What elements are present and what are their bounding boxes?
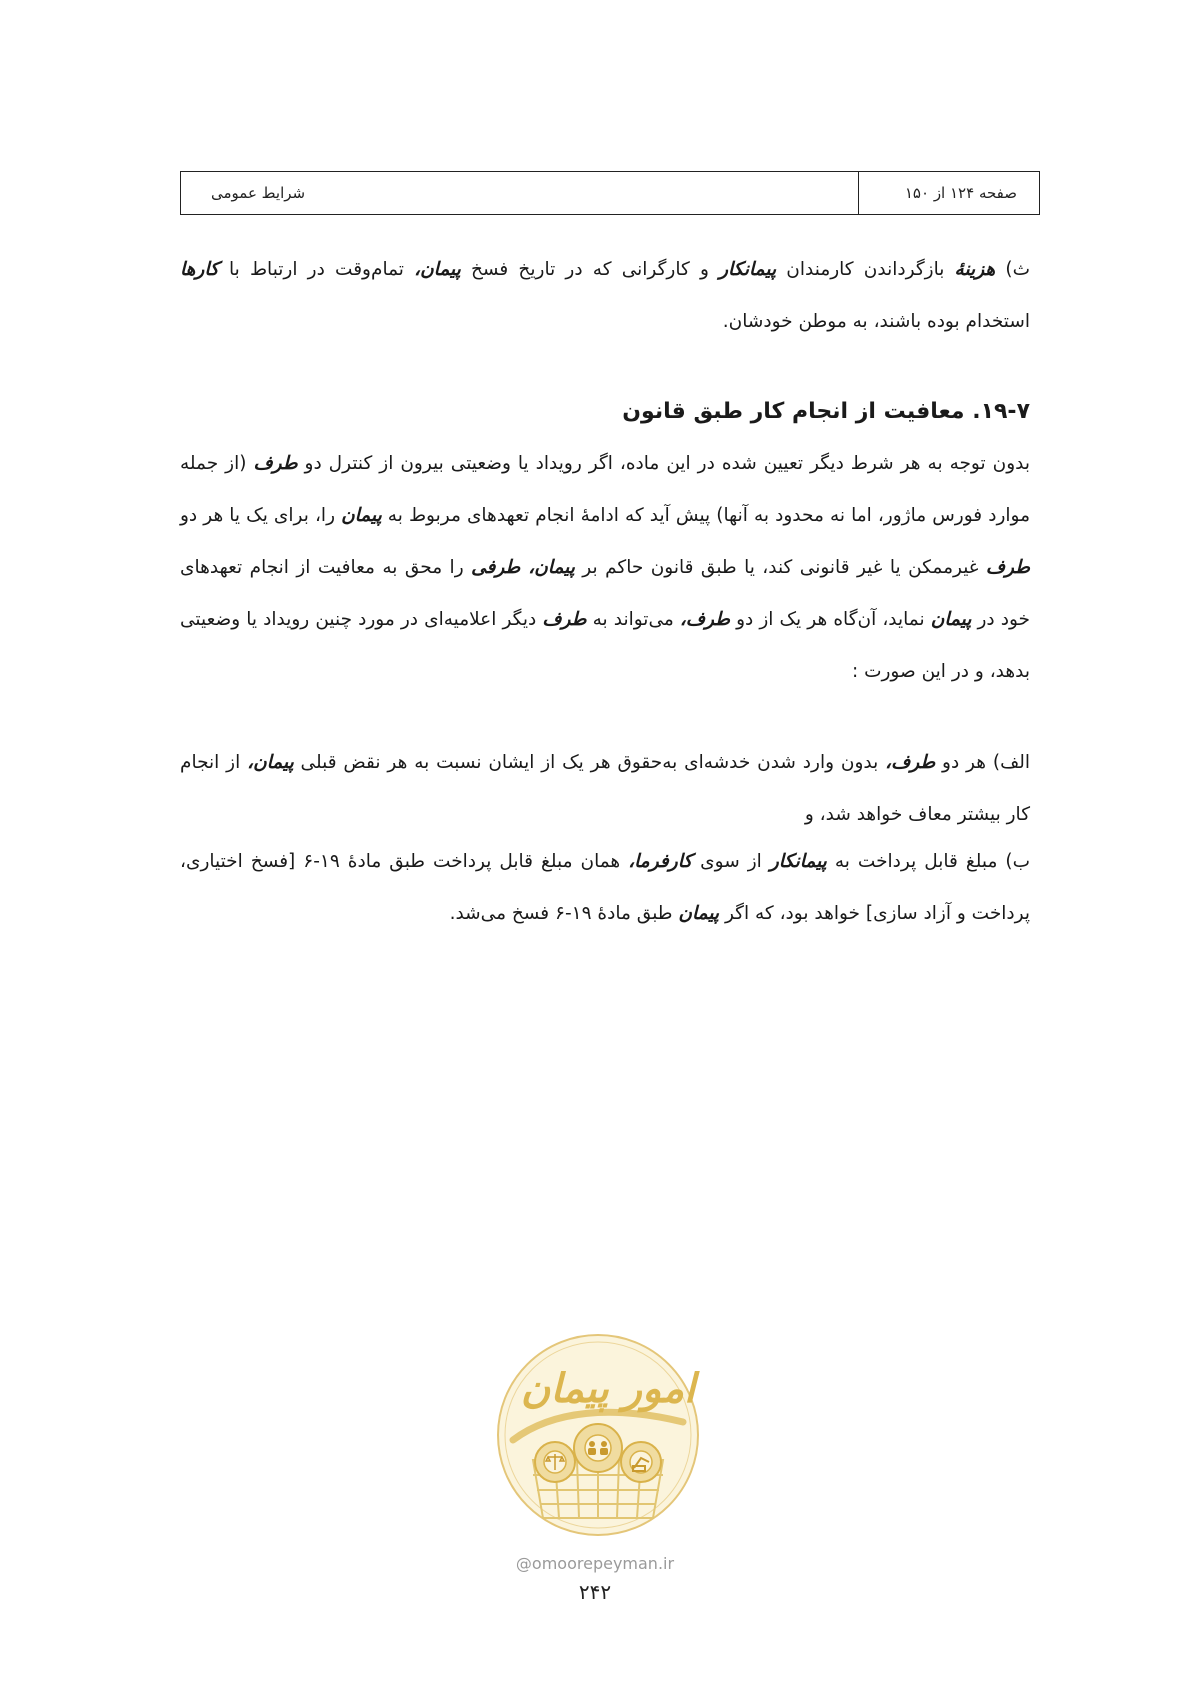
- text-run: تمام‌وقت در ارتباط با: [218, 259, 415, 280]
- paragraph-travel-costs: [180, 244, 1030, 348]
- header-section-title: شرایط عمومی: [211, 184, 306, 202]
- header-section-title-cell: [181, 172, 858, 214]
- text-run: استخدام بوده باشند، به موطن خودشان.: [722, 311, 1030, 332]
- section-heading: ۱۹-۷. معافیت از انجام کار طبق قانون: [622, 399, 1030, 424]
- defined-term: طرف: [542, 609, 587, 630]
- defined-term: کارفرما،: [628, 851, 693, 872]
- defined-term: هزینۀ: [954, 259, 996, 280]
- text-run: غیرممکن یا غیر قانونی کند، یا طبق قانون حاکم بر: [574, 557, 986, 578]
- text-run: دیگر اعلامیه‌ای در مورد چنین رویداد یا وضعیتی بدهد، و در این صورت :: [180, 609, 1030, 682]
- watermark-url: @omoorepeyman.ir: [515, 1554, 675, 1573]
- text-run: ث): [995, 259, 1030, 280]
- text-run: بدون وارد شدن خدشه‌ای به‌حقوق هر یک از ایشان نسبت به هر نقض قبلی: [293, 752, 886, 773]
- paragraph-item-be: [180, 836, 1030, 940]
- omoor-peyman-seal-logo: [493, 1330, 703, 1540]
- text-run: همان مبلغ قابل پرداخت طبق مادۀ ۱۹-۶ [فسخ اختیاری، پرداخت و آزاد سازی] خواهد بود، که اگر: [180, 851, 1030, 924]
- text-run: نماید، آن‌گاه هر یک از دو: [729, 609, 931, 630]
- text-run: ب) مبلغ قابل پرداخت به: [826, 851, 1031, 872]
- defined-term: طرف،: [885, 752, 936, 773]
- text-run: و کارگرانی که در تاریخ فسخ: [460, 259, 720, 280]
- defined-term: پیمان، طرفی: [471, 557, 575, 578]
- defined-term: پیمان: [341, 505, 382, 526]
- defined-term: پیمانکار: [769, 851, 827, 872]
- defined-term: پیمان،: [247, 752, 294, 773]
- paragraph-item-alef: [180, 737, 1030, 841]
- page-number: ۲۴۲: [578, 1580, 612, 1604]
- header-page-info: صفحه ۱۲۴ از ۱۵۰: [858, 172, 1039, 214]
- text-run: از سوی: [692, 851, 770, 872]
- text-run: بدون توجه به هر شرط دیگر تعیین شده در این ماده، اگر رویداد یا وضعیتی بیرون از کنترل دو: [297, 453, 1030, 474]
- text-run: را، برای یک یا هر دو: [180, 505, 342, 526]
- defined-term: طرف،: [679, 609, 730, 630]
- defined-term: طرف: [253, 453, 298, 474]
- defined-term: کارها: [180, 259, 219, 280]
- paragraph-release-by-law: [180, 438, 1030, 698]
- text-run: (از جمله موارد فورس ماژور، اما نه محدود به آنها) پیش آید که ادامۀ انجام تعهدهای مربوط به: [180, 453, 1030, 526]
- text-run: از انجام کار بیشتر معاف خواهد شد، و: [180, 752, 1030, 825]
- text-run: الف) هر دو: [935, 752, 1030, 773]
- text-run: می‌تواند به: [586, 609, 680, 630]
- text-run: بازگرداندن کارمندان: [776, 259, 955, 280]
- defined-term: طرف: [985, 557, 1030, 578]
- seal-text: امور پیمان: [520, 1365, 696, 1412]
- defined-term: پیمان،: [414, 259, 461, 280]
- text-run: طبق مادۀ ۱۹-۶ فسخ می‌شد.: [449, 903, 679, 924]
- defined-term: پیمان: [678, 903, 720, 924]
- page-header-box: [180, 171, 1040, 215]
- defined-term: پیمانکار: [719, 259, 777, 280]
- text-run: را محق به معافیت از انجام تعهدهای خود در: [180, 557, 1030, 630]
- defined-term: پیمان: [930, 609, 972, 630]
